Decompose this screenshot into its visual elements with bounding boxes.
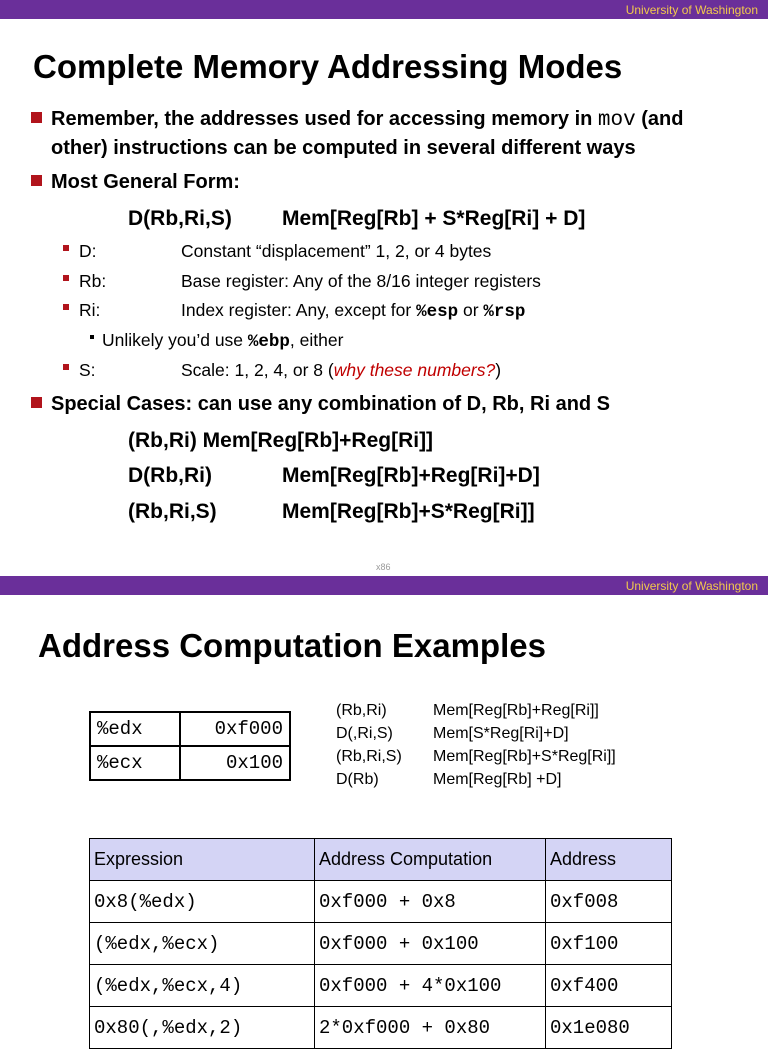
table-row	[90, 923, 672, 965]
cell-computation: 2*0xf000 + 0x80	[315, 1007, 546, 1049]
general-form-meaning: Mem[Reg[Rb] + S*Reg[Ri] + D]	[282, 207, 586, 230]
header-address-computation: Address Computation	[315, 839, 546, 881]
register-value: 0x100	[180, 746, 290, 780]
mode-form: D(Rb)	[336, 771, 379, 788]
mode-meaning: Mem[Reg[Rb]+Reg[Ri]]	[433, 702, 599, 719]
s-description	[181, 360, 501, 381]
ri-description	[181, 300, 525, 322]
mode-form: D(,Ri,S)	[336, 725, 393, 742]
bullet-special-cases: Special Cases: can use any combination of D, Rb, Ri and S	[51, 393, 611, 415]
bullet-remember-post: (and	[635, 108, 684, 130]
special-case-2-syntax: D(Rb,Ri)	[128, 464, 212, 487]
cell-computation: 0xf000 + 0x8	[315, 881, 546, 923]
bullet-square-icon	[31, 112, 42, 123]
s-label: S:	[79, 360, 96, 380]
register-row	[90, 746, 290, 780]
mode-form: (Rb,Ri)	[336, 702, 387, 719]
table-row	[90, 1007, 672, 1049]
register-name: %ecx	[90, 746, 180, 780]
cell-address: 0xf100	[546, 923, 672, 965]
special-case-3-meaning: Mem[Reg[Rb]+S*Reg[Ri]]	[282, 500, 535, 523]
general-form-syntax: D(Rb,Ri,S)	[128, 207, 232, 230]
rb-description: Base register: Any of the 8/16 integer registers	[181, 271, 541, 291]
cell-expression: (%edx,%ecx)	[90, 923, 315, 965]
mov-code: mov	[597, 109, 636, 132]
cell-address: 0xf400	[546, 965, 672, 1007]
sub-bullet-icon	[63, 364, 69, 370]
header-expression: Expression	[90, 839, 315, 881]
unlikely-post: , either	[289, 330, 344, 350]
ri-label: Ri:	[79, 300, 101, 320]
ebp-code: %ebp	[247, 332, 290, 352]
register-values-table	[89, 711, 291, 781]
sub-bullet-icon	[63, 275, 69, 281]
s-description-post: )	[495, 360, 502, 380]
mode-meaning: Mem[Reg[Rb] +D]	[433, 771, 562, 788]
d-description: Constant “displacement” 1, 2, or 4 bytes	[181, 241, 492, 261]
header-address: Address	[546, 839, 672, 881]
bullet-general-form: Most General Form:	[51, 171, 240, 193]
cell-address: 0x1e080	[546, 1007, 672, 1049]
sub-bullet-icon	[63, 245, 69, 251]
bullet-remember-line2: other) instructions can be computed in several different ways	[51, 137, 636, 159]
mode-meaning: Mem[S*Reg[Ri]+D]	[433, 725, 569, 742]
special-case-2-meaning: Mem[Reg[Rb]+Reg[Ri]+D]	[282, 464, 540, 487]
ri-description-text: Index register: Any, except for	[181, 300, 417, 320]
rb-label: Rb:	[79, 271, 107, 291]
special-case-3-syntax: (Rb,Ri,S)	[128, 500, 217, 523]
s-description-pre: Scale: 1, 2, 4, or 8 (	[181, 360, 334, 380]
table-row	[90, 965, 672, 1007]
cell-expression: (%edx,%ecx,4)	[90, 965, 315, 1007]
cell-address: 0xf008	[546, 881, 672, 923]
esp-code: %esp	[416, 302, 459, 322]
unlikely-pre: Unlikely you’d use	[102, 330, 248, 350]
register-name: %edx	[90, 712, 180, 746]
cell-computation: 0xf000 + 4*0x100	[315, 965, 546, 1007]
mode-meaning: Mem[Reg[Rb]+S*Reg[Ri]]	[433, 748, 616, 765]
institution-label: University of Washington	[625, 578, 758, 593]
special-case-1: (Rb,Ri) Mem[Reg[Rb]+Reg[Ri]]	[128, 429, 434, 452]
register-value: 0xf000	[180, 712, 290, 746]
second-header-bar	[0, 576, 768, 595]
slide1-footer: x86	[376, 562, 391, 572]
sub-sub-bullet-icon	[90, 335, 94, 339]
cell-expression: 0x80(,%edx,2)	[90, 1007, 315, 1049]
table-row	[90, 881, 672, 923]
slide1-title: Complete Memory Addressing Modes	[33, 48, 623, 85]
bullet-square-icon	[31, 397, 42, 408]
institution-label: University of Washington	[625, 2, 758, 17]
why-these-numbers: why these numbers?	[333, 360, 496, 380]
register-row	[90, 712, 290, 746]
bullet-square-icon	[31, 175, 42, 186]
sub-bullet-icon	[63, 304, 69, 310]
mode-form: (Rb,Ri,S)	[336, 748, 402, 765]
bullet-remember	[51, 108, 684, 132]
top-header-bar	[0, 0, 768, 19]
ri-or: or	[458, 300, 484, 320]
unlikely-note	[102, 330, 343, 352]
cell-expression: 0x8(%edx)	[90, 881, 315, 923]
table-header-row	[90, 839, 672, 881]
cell-computation: 0xf000 + 0x100	[315, 923, 546, 965]
rsp-code: %rsp	[483, 302, 526, 322]
slide2-title: Address Computation Examples	[38, 627, 546, 664]
bullet-remember-pre: Remember, the addresses used for accessing memory in	[51, 108, 598, 130]
address-examples-table	[89, 838, 672, 1049]
d-label: D:	[79, 241, 97, 261]
